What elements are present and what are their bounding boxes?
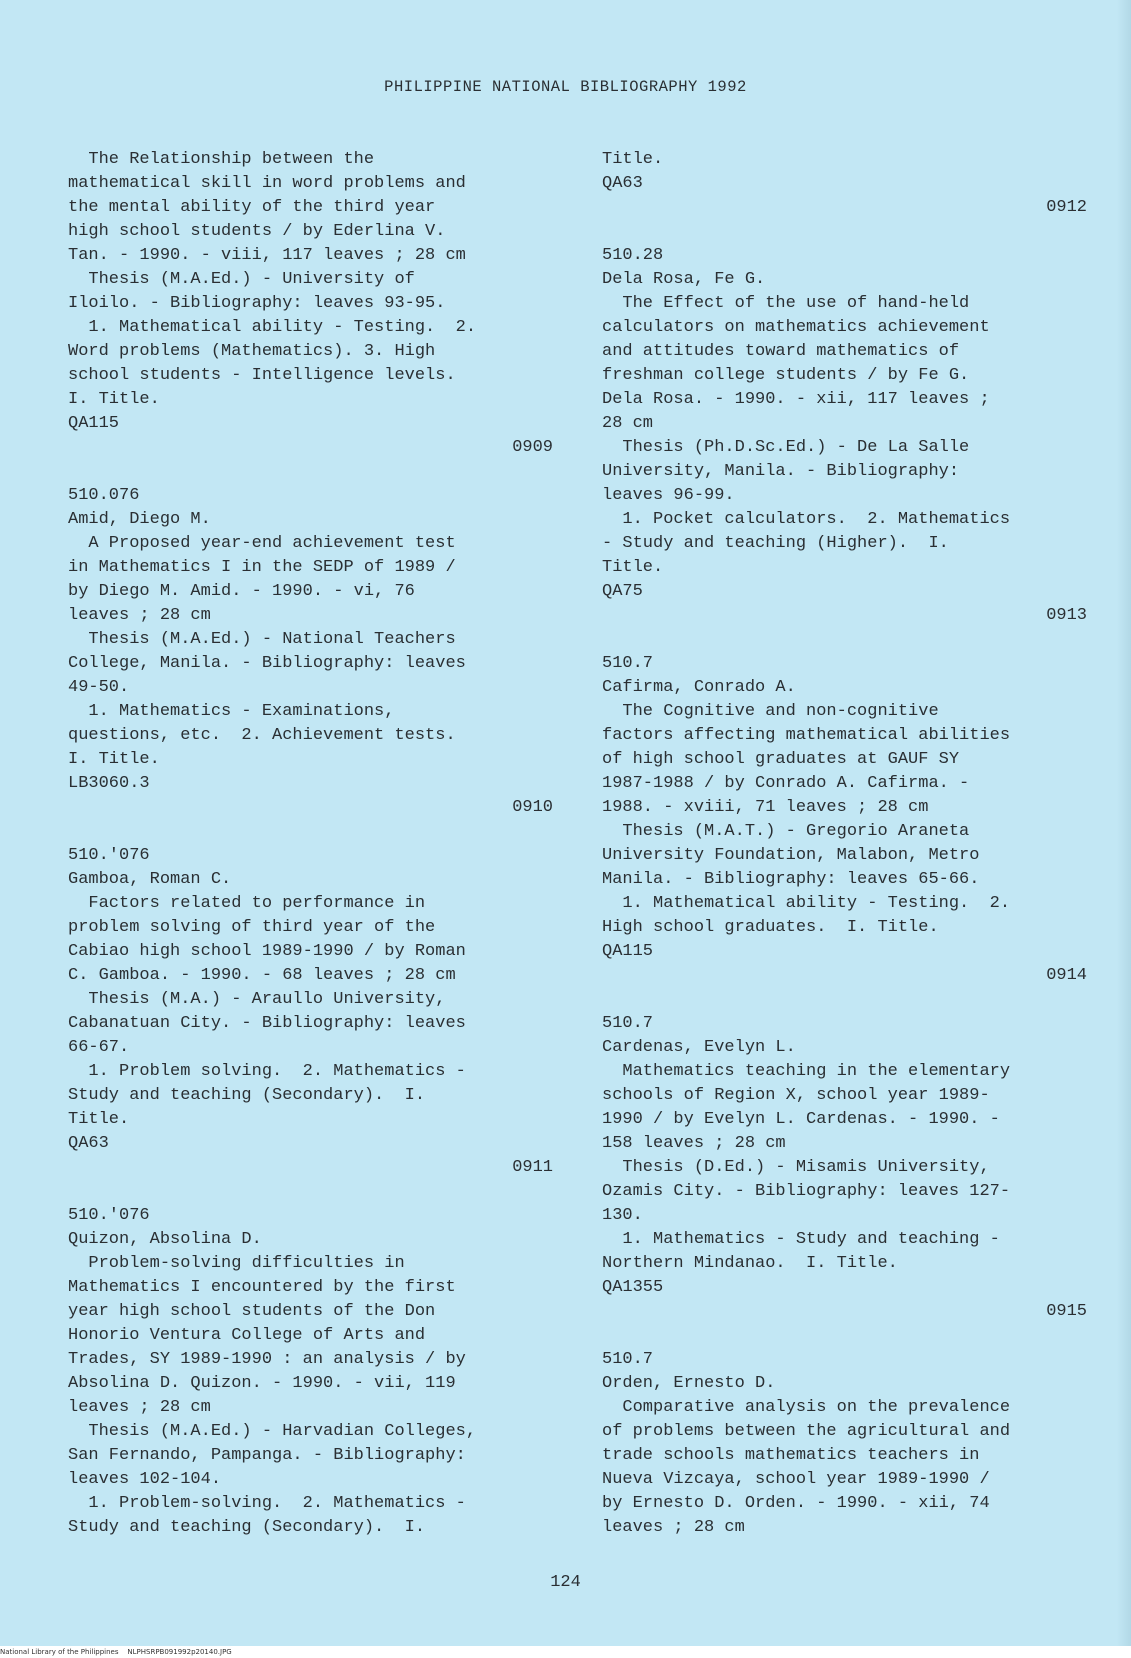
page-edge-shadow — [1117, 0, 1131, 1658]
text-line: - Study and teaching (Higher). I. — [602, 534, 949, 553]
text-line: Quizon, Absolina D. — [68, 1230, 262, 1249]
text-line: QA115 — [602, 942, 654, 961]
text-line: 1. Mathematics - Study and teaching - — [602, 1230, 1000, 1249]
text-line: 49-50. — [68, 678, 130, 697]
text-line: Thesis (M.A.Ed.) - National Teachers — [68, 630, 456, 649]
text-line: Orden, Ernesto D. — [602, 1374, 776, 1393]
text-line: 158 leaves ; 28 cm — [602, 1134, 786, 1153]
entry-separator — [68, 820, 553, 844]
text-line: The Cognitive and non-cognitive — [602, 702, 939, 721]
text-line: Thesis (M.A.Ed.) - University of — [68, 270, 415, 289]
text-line: schools of Region X, school year 1989- — [602, 1086, 990, 1105]
text-line: QA1355 — [602, 1278, 664, 1297]
text-line: the mental ability of the third year — [68, 198, 436, 217]
entry-separator — [68, 460, 553, 484]
text-line: Manila. - Bibliography: leaves 65-66. — [602, 870, 980, 889]
text-line: 510.7 — [602, 1014, 654, 1033]
text-line: questions, etc. 2. Achievement tests. — [68, 726, 456, 745]
text-line: Amid, Diego M. — [68, 510, 211, 529]
text-line: Comparative analysis on the prevalence — [602, 1398, 1011, 1417]
text-line: Thesis (D.Ed.) - Misamis University, — [602, 1158, 990, 1177]
text-line: Cardenas, Evelyn L. — [602, 1038, 796, 1057]
text-line: Title. — [602, 558, 664, 577]
text-line: University, Manila. - Bibliography: — [602, 462, 960, 481]
text-line: school students - Intelligence levels. — [68, 366, 456, 385]
text-line: QA63 — [68, 1134, 109, 1153]
text-line: 130. — [602, 1206, 643, 1225]
text-line: factors affecting mathematical abilities — [602, 726, 1011, 745]
entry-separator — [602, 220, 1087, 244]
text-line: freshman college students / by Fe G. — [602, 366, 970, 385]
text-line: Dela Rosa. - 1990. - xii, 117 leaves ; — [602, 390, 990, 409]
text-line: 510.076 — [68, 486, 140, 505]
text-line: calculators on mathematics achievement — [602, 318, 990, 337]
text-line: Word problems (Mathematics). 3. High — [68, 342, 436, 361]
text-line: I. Title. — [68, 390, 160, 409]
entry-separator — [602, 988, 1087, 1012]
text-line: Iloilo. - Bibliography: leaves 93-95. — [68, 294, 446, 313]
entry-number: 0911 — [512, 1158, 553, 1177]
text-line: College, Manila. - Bibliography: leaves — [68, 654, 466, 673]
text-line: A Proposed year-end achievement test — [68, 534, 456, 553]
text-line: 510.7 — [602, 654, 654, 673]
text-line: Study and teaching (Secondary). I. — [68, 1086, 426, 1105]
text-line: Cabiao high school 1989-1990 / by Roman — [68, 942, 466, 961]
text-line: 66-67. — [68, 1038, 130, 1057]
text-line: Study and teaching (Secondary). I. — [68, 1518, 426, 1537]
text-line: QA63 — [602, 174, 643, 193]
text-line: LB3060.3 — [68, 774, 150, 793]
text-line: 510.'076 — [68, 846, 150, 865]
left-column — [68, 148, 553, 1540]
text-line: 510.7 — [602, 1350, 654, 1369]
text-line: Cafirma, Conrado A. — [602, 678, 796, 697]
entry-number: 0915 — [1046, 1302, 1087, 1321]
text-line: 1987-1988 / by Conrado A. Cafirma. - — [602, 774, 970, 793]
entry-number: 0913 — [1046, 606, 1087, 625]
text-line: Factors related to performance in — [68, 894, 426, 913]
entry-separator — [68, 1180, 553, 1204]
text-line: San Fernando, Pampanga. - Bibliography: — [68, 1446, 466, 1465]
text-line: Trades, SY 1989-1990 : an analysis / by — [68, 1350, 466, 1369]
text-line: by Diego M. Amid. - 1990. - vi, 76 — [68, 582, 415, 601]
text-line: Mathematics teaching in the elementary — [602, 1062, 1011, 1081]
text-line: The Effect of the use of hand-held — [602, 294, 970, 313]
text-line: Thesis (Ph.D.Sc.Ed.) - De La Salle — [602, 438, 970, 457]
text-line: Ozamis City. - Bibliography: leaves 127- — [602, 1182, 1011, 1201]
text-line: Gamboa, Roman C. — [68, 870, 232, 889]
page-number: 124 — [550, 1573, 581, 1592]
text-line: Mathematics I encountered by the first — [68, 1278, 456, 1297]
text-line: 1. Pocket calculators. 2. Mathematics — [602, 510, 1011, 529]
text-line: mathematical skill in word problems and — [68, 174, 466, 193]
text-line: high school students / by Ederlina V. — [68, 222, 446, 241]
text-line: Thesis (M.A.Ed.) - Harvadian Colleges, — [68, 1422, 477, 1441]
text-line: leaves ; 28 cm — [68, 606, 211, 625]
text-line: Cabanatuan City. - Bibliography: leaves — [68, 1014, 466, 1033]
text-line: 510.28 — [602, 246, 664, 265]
text-line: and attitudes toward mathematics of — [602, 342, 960, 361]
text-line: Thesis (M.A.) - Araullo University, — [68, 990, 446, 1009]
entry-number: 0910 — [512, 798, 553, 817]
page-header: PHILIPPINE NATIONAL BIBLIOGRAPHY 1992 — [384, 78, 747, 96]
text-line: leaves ; 28 cm — [602, 1518, 745, 1537]
text-line: Tan. - 1990. - viii, 117 leaves ; 28 cm — [68, 246, 466, 265]
text-line: by Ernesto D. Orden. - 1990. - xii, 74 — [602, 1494, 990, 1513]
text-line: Nueva Vizcaya, school year 1989-1990 / — [602, 1470, 990, 1489]
text-line: 1. Problem solving. 2. Mathematics - — [68, 1062, 466, 1081]
text-line: 1990 / by Evelyn L. Cardenas. - 1990. - — [602, 1110, 1000, 1129]
text-line: Dela Rosa, Fe G. — [602, 270, 766, 289]
text-line: 28 cm — [602, 414, 654, 433]
text-line: The Relationship between the — [68, 150, 375, 169]
text-line: Title. — [602, 150, 664, 169]
entry-separator — [602, 1324, 1087, 1348]
footer-caption: National Library of the Philippines NLPHSRPB091992p20140.JPG — [0, 1648, 232, 1656]
text-line: I. Title. — [68, 750, 160, 769]
entry-number: 0912 — [1046, 198, 1087, 217]
text-line: Problem-solving difficulties in — [68, 1254, 405, 1273]
text-line: 1988. - xviii, 71 leaves ; 28 cm — [602, 798, 929, 817]
text-line: Absolina D. Quizon. - 1990. - vii, 119 — [68, 1374, 456, 1393]
text-line: 1. Mathematical ability - Testing. 2. — [68, 318, 477, 337]
text-line: problem solving of third year of the — [68, 918, 436, 937]
text-line: 1. Problem-solving. 2. Mathematics - — [68, 1494, 466, 1513]
text-line: QA75 — [602, 582, 643, 601]
text-line: 510.'076 — [68, 1206, 150, 1225]
entry-separator — [602, 628, 1087, 652]
text-line: C. Gamboa. - 1990. - 68 leaves ; 28 cm — [68, 966, 456, 985]
text-line: leaves 96-99. — [602, 486, 735, 505]
text-line: Northern Mindanao. I. Title. — [602, 1254, 898, 1273]
entry-number: 0909 — [512, 438, 553, 457]
text-line: 1. Mathematics - Examinations, — [68, 702, 395, 721]
text-line: 1. Mathematical ability - Testing. 2. — [602, 894, 1011, 913]
text-line: leaves 102-104. — [68, 1470, 222, 1489]
entry-number: 0914 — [1046, 966, 1087, 985]
text-line: High school graduates. I. Title. — [602, 918, 939, 937]
text-line: of problems between the agricultural and — [602, 1422, 1011, 1441]
text-line: of high school graduates at GAUF SY — [602, 750, 960, 769]
text-line: leaves ; 28 cm — [68, 1398, 211, 1417]
text-line: Thesis (M.A.T.) - Gregorio Araneta — [602, 822, 970, 841]
text-line: trade schools mathematics teachers in — [602, 1446, 980, 1465]
text-line: Title. — [68, 1110, 130, 1129]
text-line: University Foundation, Malabon, Metro — [602, 846, 980, 865]
text-line: in Mathematics I in the SEDP of 1989 / — [68, 558, 456, 577]
right-column — [602, 148, 1087, 1540]
text-line: Honorio Ventura College of Arts and — [68, 1326, 426, 1345]
text-line: year high school students of the Don — [68, 1302, 436, 1321]
text-line: QA115 — [68, 414, 120, 433]
